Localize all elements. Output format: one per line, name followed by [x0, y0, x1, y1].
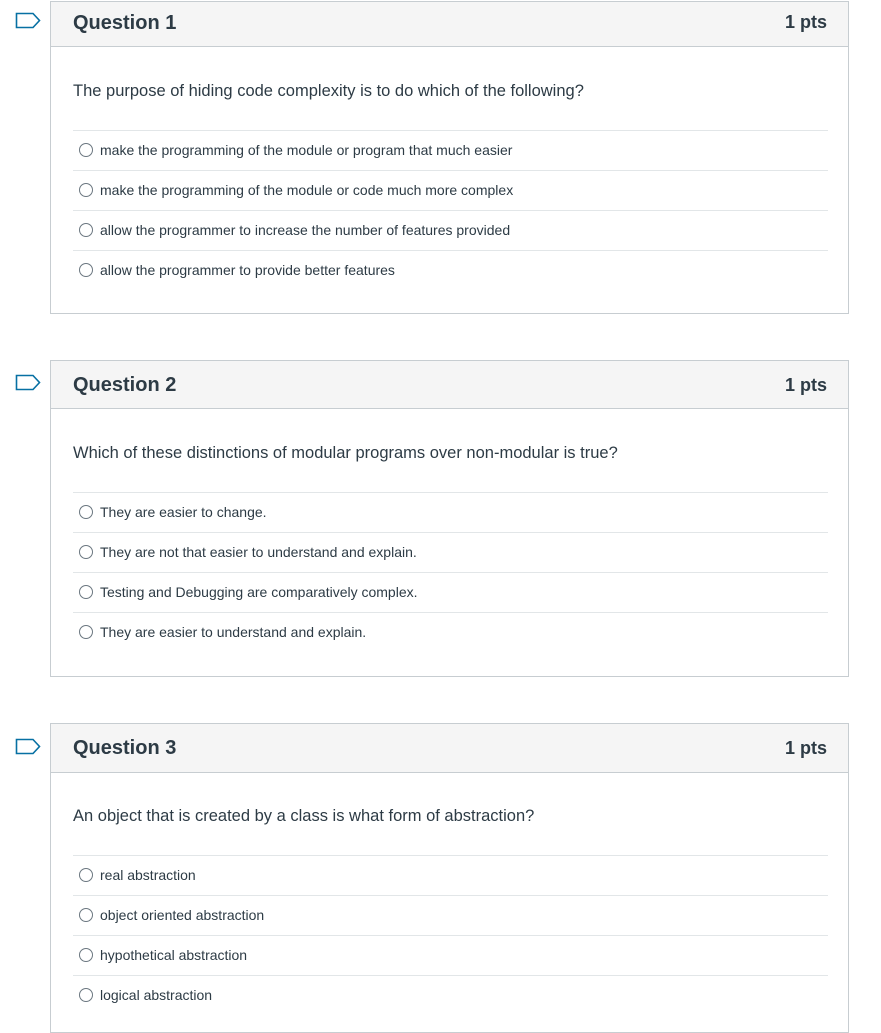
answer-option[interactable] — [73, 975, 828, 1015]
answer-label[interactable]: Testing and Debugging are comparatively complex. — [100, 584, 418, 600]
radio-button[interactable] — [79, 505, 93, 519]
question-title: Question 2 — [73, 374, 177, 396]
answer-label[interactable]: hypothetical abstraction — [100, 947, 248, 963]
answer-option[interactable] — [73, 572, 828, 612]
radio-button[interactable] — [79, 868, 93, 882]
answer-option[interactable] — [73, 935, 828, 975]
answer-option[interactable] — [73, 855, 828, 895]
answer-list — [73, 492, 828, 652]
question-points: 1 pts — [784, 12, 827, 32]
question-card — [50, 360, 849, 677]
radio-button[interactable] — [79, 545, 93, 559]
flag-question-icon[interactable] — [15, 12, 41, 29]
radio-button[interactable] — [79, 183, 93, 197]
radio-button[interactable] — [79, 988, 93, 1002]
question-title: Question 1 — [73, 12, 177, 34]
radio-button[interactable] — [79, 263, 93, 277]
flag-question-icon[interactable] — [15, 738, 41, 755]
radio-button[interactable] — [79, 143, 93, 157]
question-title: Question 3 — [73, 737, 177, 759]
question-text: Which of these distinctions of modular programs over non-modular is true? — [73, 444, 618, 462]
answer-label[interactable]: logical abstraction — [100, 987, 213, 1003]
radio-button[interactable] — [79, 585, 93, 599]
answer-label[interactable]: They are easier to change. — [100, 504, 267, 520]
question-points: 1 pts — [784, 738, 827, 758]
answer-label[interactable]: object oriented abstraction — [100, 907, 265, 923]
question-text: An object that is created by a class is what form of abstraction? — [73, 807, 535, 825]
answer-option[interactable] — [73, 895, 828, 935]
answer-option[interactable] — [73, 250, 828, 290]
answer-label[interactable]: allow the programmer to increase the number of features provided — [100, 222, 511, 238]
answer-label[interactable]: real abstraction — [100, 867, 196, 883]
answer-list — [73, 130, 828, 290]
answer-option[interactable] — [73, 532, 828, 572]
answer-option[interactable] — [73, 612, 828, 652]
answer-label[interactable]: allow the programmer to provide better features — [100, 262, 395, 278]
question-card — [50, 723, 849, 1033]
answer-option[interactable] — [73, 210, 828, 250]
question-text: The purpose of hiding code complexity is to do which of the following? — [73, 82, 584, 100]
answer-option[interactable] — [73, 130, 828, 170]
answer-option[interactable] — [73, 492, 828, 532]
answer-option[interactable] — [73, 170, 828, 210]
answer-label[interactable]: They are easier to understand and explain. — [100, 624, 367, 640]
radio-button[interactable] — [79, 223, 93, 237]
answer-label[interactable]: make the programming of the module or program that much easier — [100, 142, 513, 158]
question-points: 1 pts — [784, 375, 827, 395]
question-header — [51, 2, 848, 47]
question-header — [51, 361, 848, 409]
answer-list — [73, 855, 828, 1015]
radio-button[interactable] — [79, 908, 93, 922]
answer-label[interactable]: They are not that easier to understand and explain. — [100, 544, 417, 560]
question-header — [51, 724, 848, 773]
flag-question-icon[interactable] — [15, 374, 41, 391]
radio-button[interactable] — [79, 948, 93, 962]
answer-label[interactable]: make the programming of the module or code much more complex — [100, 182, 514, 198]
radio-button[interactable] — [79, 625, 93, 639]
question-card — [50, 1, 849, 314]
